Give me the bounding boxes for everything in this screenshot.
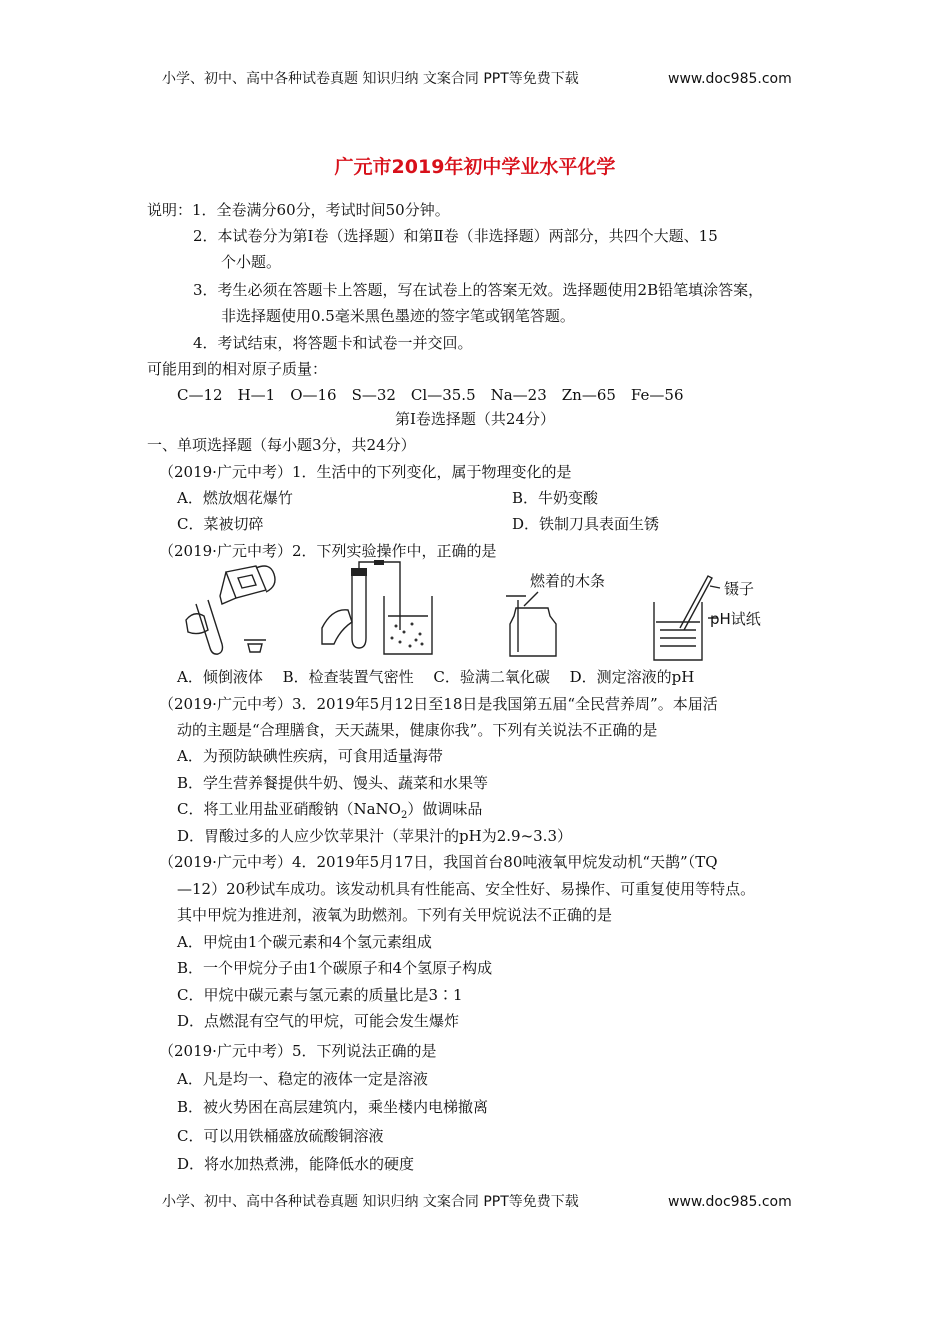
q3-stem-2: 动的主题是“合理膳食，天天蔬果，健康你我”。下列有关说法不正确的是 xyxy=(177,721,658,739)
q1-option-c: C．菜被切碎 xyxy=(177,515,264,533)
q3-option-b: B．学生营养餐提供牛奶、馒头、蔬菜和水果等 xyxy=(177,774,489,792)
q5-option-d: D．将水加热煮沸，能降低水的硬度 xyxy=(177,1155,415,1173)
q4-option-c: C．甲烷中碳元素与氢元素的质量比是3∶1 xyxy=(177,986,463,1004)
note-3b: 非选择题使用0.5毫米黑色墨迹的签字笔或钢笔答题。 xyxy=(221,307,575,325)
q1-option-a: A．燃放烟花爆竹 xyxy=(177,489,293,507)
q5-option-c: C．可以用铁桶盛放硫酸铜溶液 xyxy=(177,1127,384,1145)
q2-diagram-d xyxy=(650,566,780,666)
header-url: www.doc985.com xyxy=(668,71,792,87)
q4-option-d: D．点燃混有空气的甲烷，可能会发生爆炸 xyxy=(177,1012,460,1030)
q2-diagram-a xyxy=(178,560,288,660)
footer-banner: 小学、初中、高中各种试卷真题 知识归纳 文案合同 PPT等免费下载 xyxy=(162,1194,579,1210)
note-2: 2．本试卷分为第Ⅰ卷（选择题）和第Ⅱ卷（非选择题）两部分，共四个大题、15 xyxy=(193,227,718,245)
note-3: 3．考生必须在答题卡上答题，写在试卷上的答案无效。选择题使用2B铅笔填涂答案， xyxy=(193,281,764,299)
page-title: 广元市2019年初中学业水平化学 xyxy=(334,156,616,178)
footer-url: www.doc985.com xyxy=(668,1194,792,1210)
q2-label-c: 燃着的木条 xyxy=(530,572,606,590)
q3-option-d: D．胃酸过多的人应少饮苹果汁（苹果汁的pH为2.9~3.3） xyxy=(177,827,572,845)
section-heading: 第Ⅰ卷选择题（共24分） xyxy=(394,410,555,428)
q3-option-c-post: ）做调味品 xyxy=(407,800,483,818)
q3-option-c xyxy=(177,799,482,826)
q1-option-d: D．铁制刀具表面生锈 xyxy=(512,515,660,533)
note-4: 4．考试结束，将答题卡和试卷一并交回。 xyxy=(193,334,473,352)
q2-diagram-b xyxy=(312,560,462,660)
q1-option-b: B．牛奶变酸 xyxy=(512,489,599,507)
q4-option-a: A．甲烷由1个碳元素和4个氢元素组成 xyxy=(177,933,432,951)
header-banner: 小学、初中、高中各种试卷真题 知识归纳 文案合同 PPT等免费下载 xyxy=(162,71,579,87)
q2-stem: （2019·广元中考）2．下列实验操作中，正确的是 xyxy=(159,542,497,560)
q3-stem-1: （2019·广元中考）3．2019年5月12日至18日是我国第五届“全民营养周”。本届活 xyxy=(159,695,718,713)
q2-options: A．倾倒液体 B．检查装置气密性 C．验满二氧化碳 D．测定溶液的pH xyxy=(177,668,695,686)
q1-stem: （2019·广元中考）1．生活中的下列变化，属于物理变化的是 xyxy=(159,463,572,481)
atomic-masses: C—12 H—1 O—16 S—32 Cl—35.5 Na—23 Zn—65 Fe—56 xyxy=(177,386,684,404)
note-1: 说明：1．全卷满分60分，考试时间50分钟。 xyxy=(147,201,450,219)
q3-option-c-sub: 2 xyxy=(400,810,408,821)
atomic-title: 可能用到的相对原子质量： xyxy=(147,360,328,378)
q4-option-b: B．一个甲烷分子由1个碳原子和4个氢原子构成 xyxy=(177,959,493,977)
q2-label-d2: pH试纸 xyxy=(710,610,761,628)
q5-option-a: A．凡是均一、稳定的液体一定是溶液 xyxy=(177,1070,428,1088)
q5-stem: （2019·广元中考）5．下列说法正确的是 xyxy=(159,1042,437,1060)
q4-stem-2: —12）20秒试车成功。该发动机具有性能高、安全性好、易操作、可重复使用等特点。 xyxy=(177,880,756,898)
q5-option-b: B．被火势困在高层建筑内，乘坐楼内电梯撤离 xyxy=(177,1098,489,1116)
part-heading: 一、单项选择题（每小题3分，共24分） xyxy=(147,436,416,454)
q3-option-a: A．为预防缺碘性疾病，可食用适量海带 xyxy=(177,747,443,765)
q2-label-d1: 镊子 xyxy=(724,580,755,598)
q3-option-c-pre: C．将工业用盐亚硝酸钠（NaNO xyxy=(177,800,401,818)
q2-diagram-c xyxy=(498,566,628,661)
q4-stem-3: 其中甲烷为推进剂，液氧为助燃剂。下列有关甲烷说法不正确的是 xyxy=(177,906,613,924)
note-2b: 个小题。 xyxy=(221,253,282,271)
q4-stem-1: （2019·广元中考）4．2019年5月17日，我国首台80吨液氧甲烷发动机“天鹊”（TQ xyxy=(159,853,718,871)
